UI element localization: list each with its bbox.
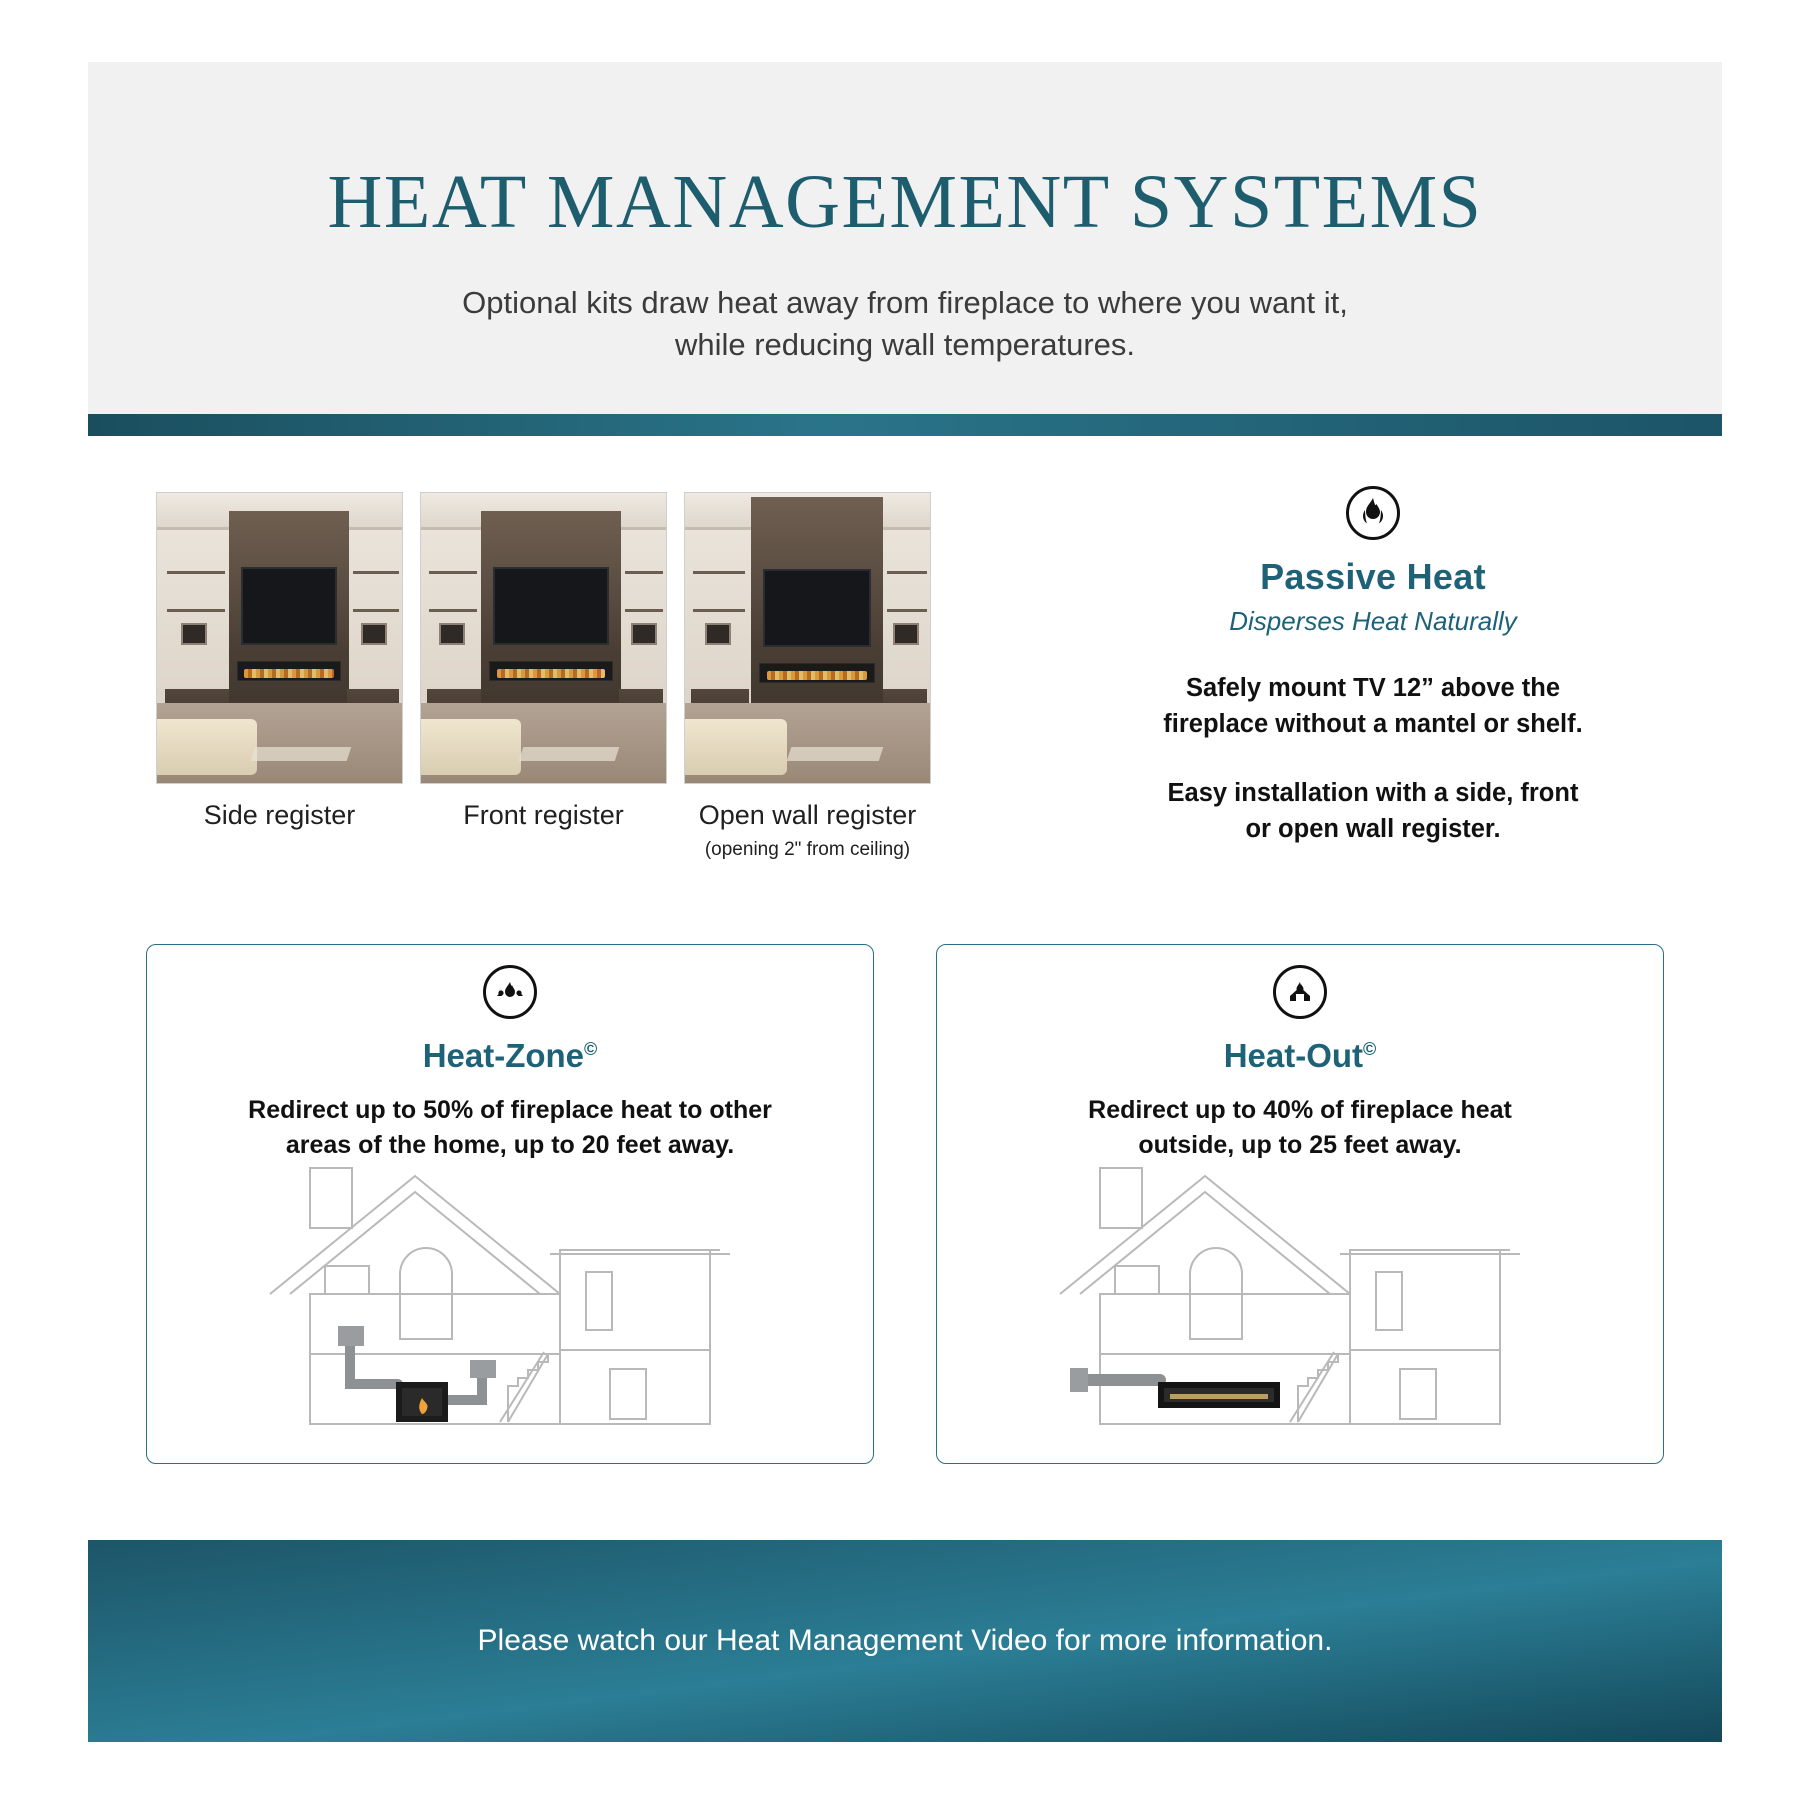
card-heat-out[interactable] [936,944,1664,1464]
passive-heat-body [1108,671,1638,742]
photo-subcaption: (opening 2" from ceiling) [704,839,911,860]
house-cutaway-heat-zone-diagram [250,1154,770,1449]
card-title [937,1037,1663,1075]
photo-open-wall-register [684,492,931,784]
header-subtitle-line1: Optional kits draw heat away from fireplace to where you want it, [462,285,1348,320]
card-title-sup: © [584,1039,598,1059]
card-description [177,1093,843,1162]
top-section [88,436,1722,906]
photo-side-register [156,492,403,784]
card-title [147,1037,873,1075]
passive-heat-body2-line2: or open wall register. [1245,815,1501,844]
card-heat-zone[interactable] [146,944,874,1464]
photo-block-side-register [156,492,403,861]
card-description-line1: Redirect up to 40% of fireplace heat [1088,1096,1512,1124]
photo-caption: Open wall register [698,800,917,830]
page-title: HEAT MANAGEMENT SYSTEMS [327,160,1483,244]
footer-text[interactable]: Please watch our Heat Management Video for more information. [477,1624,1333,1657]
photo-front-register [420,492,667,784]
passive-heat-body-line1: Safely mount TV 12” above the [1185,674,1561,702]
photo-gallery [156,492,931,861]
footer-banner [88,1540,1722,1742]
content-sheet [88,62,1722,1742]
passive-heat-panel [1108,486,1638,848]
passive-heat-body-2 [1108,776,1638,847]
card-title-sup: © [1363,1039,1377,1059]
photo-caption: Front register [463,800,624,830]
header-accent-bar [88,414,1722,436]
photo-caption: Side register [203,800,356,830]
card-description-line2: outside, up to 25 feet away. [1138,1130,1462,1159]
passive-heat-body2-line1: Easy installation with a side, front [1167,779,1579,808]
house-cutaway-heat-out-diagram [1040,1154,1560,1449]
flame-in-circle-icon [1346,486,1400,540]
header-subtitle [88,282,1722,365]
heat-zone-icon [483,965,537,1019]
photo-block-front-register [420,492,667,861]
feature-cards [88,944,1722,1464]
passive-heat-title: Passive Heat [1260,556,1486,597]
card-description-line1: Redirect up to 50% of fireplace heat to other [248,1096,772,1124]
photo-block-open-wall-register [684,492,931,861]
card-title-text: Heat-Out [1223,1037,1364,1074]
passive-heat-body-line2: fireplace without a mantel or shelf. [1163,709,1583,738]
passive-heat-tagline: Disperses Heat Naturally [1229,606,1517,636]
card-description [967,1093,1633,1162]
header-subtitle-line2: while reducing wall temperatures. [674,326,1136,362]
card-description-line2: areas of the home, up to 20 feet away. [285,1130,735,1159]
heat-out-icon [1273,965,1327,1019]
card-title-text: Heat-Zone [422,1037,585,1074]
header [88,62,1722,414]
